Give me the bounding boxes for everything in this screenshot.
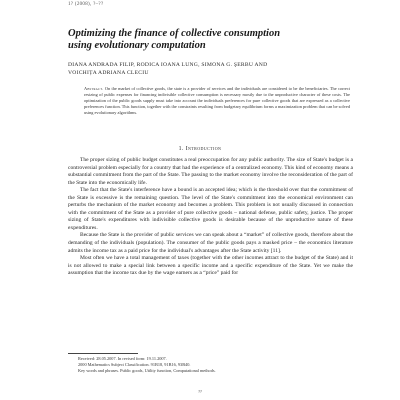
body-text (68, 157, 353, 278)
footnote-keywords: Key words and phrases. Public goods, Utility function, Computational methods. (78, 368, 216, 374)
title-line: Optimizing the finance of collective consumption (68, 28, 281, 39)
running-head: 1? (2008), ?–?? (68, 2, 104, 7)
section-number: 1. (178, 146, 184, 152)
section-title: Introduction (185, 146, 222, 152)
body-paragraph: The fact that the State's interference have a bound is an accepted idea; which is the threshold over that the commitment of the State is excessive is the remaining question. The level of the State's commitment into the economical environment can perturbs the mechanism of the market economy and becomes a problem. This problem is not usually discussed in connection with the commitment of the State as a provider of pure collective goods – national defense, public safety, justice. The proper sizing of State's expenditures with indivisible collective goods is desirable because of the unproductive nature of these expenditures. (68, 187, 353, 231)
abstract (84, 86, 350, 116)
body-paragraph: The proper sizing of public budget constitutes a real preoccupation for any public authority. The size of State's budget is a controversial problem especially for a country that had the experience of a centralized economy. This kind of economy means a substantial commitment from the part of the State. The passing to the market economy involve the reconsideration of the part of the State into the economically life. (68, 157, 353, 186)
footnote-received: Received: 28.05.2007. In revised form: 19.11.2007. (78, 356, 167, 361)
section-heading (0, 146, 400, 152)
authors-line: VOICHIȚA ADRIANA CLECIU (68, 69, 149, 76)
page-number: ?? (198, 389, 202, 394)
footnotes (68, 353, 353, 374)
footnote-rule (68, 353, 138, 354)
title-line: using evolutionary computation (68, 40, 206, 51)
footnote-msc: 2000 Mathematics Subject Classification. 91B18, 91B16, 93B40. (78, 362, 191, 368)
author-list (68, 62, 368, 77)
body-paragraph: Because the State is the provider of public services we can speak about a “market” of collective goods, therefore about the demanding of the individuals (population). The consumer of the public goods pays a masked price – the economics literature admits the income tax as a paid price for the individual's advantages after the State activity [11]. (68, 232, 353, 254)
body-paragraph: Most often we have a total management of taxes (together with the other incomes attract to the budget of the State) and it is not allowed to make a special link between a specific income and a specific expenditure of the State. Yet we make the assumption that the income tax due by the wage earners as a “price” paid for (68, 255, 353, 277)
abstract-text: On the market of collective goods, the state is a provider of services and the individuals are considered to be the beneficiaries. The correct resizing of public expenses for financing indivisible collective consumption is necessary mostly due to the unproductive character of these costs. The optimization of the public goods supply must take into account the individuals preferences for pure collective goods that are expressed as a collective preferences function. This function, together with the constraints resulting from budgetary equilibrium forms a maximization problem that can be solved using evolutionary algorithms. (84, 86, 350, 116)
paper-title (68, 28, 368, 52)
authors-line: DIANA ANDRADA FILIP, RODICA IOANA LUNG, SIMONA G. ŞERBU AND (68, 62, 268, 68)
abstract-label: Abstract. (84, 86, 104, 91)
